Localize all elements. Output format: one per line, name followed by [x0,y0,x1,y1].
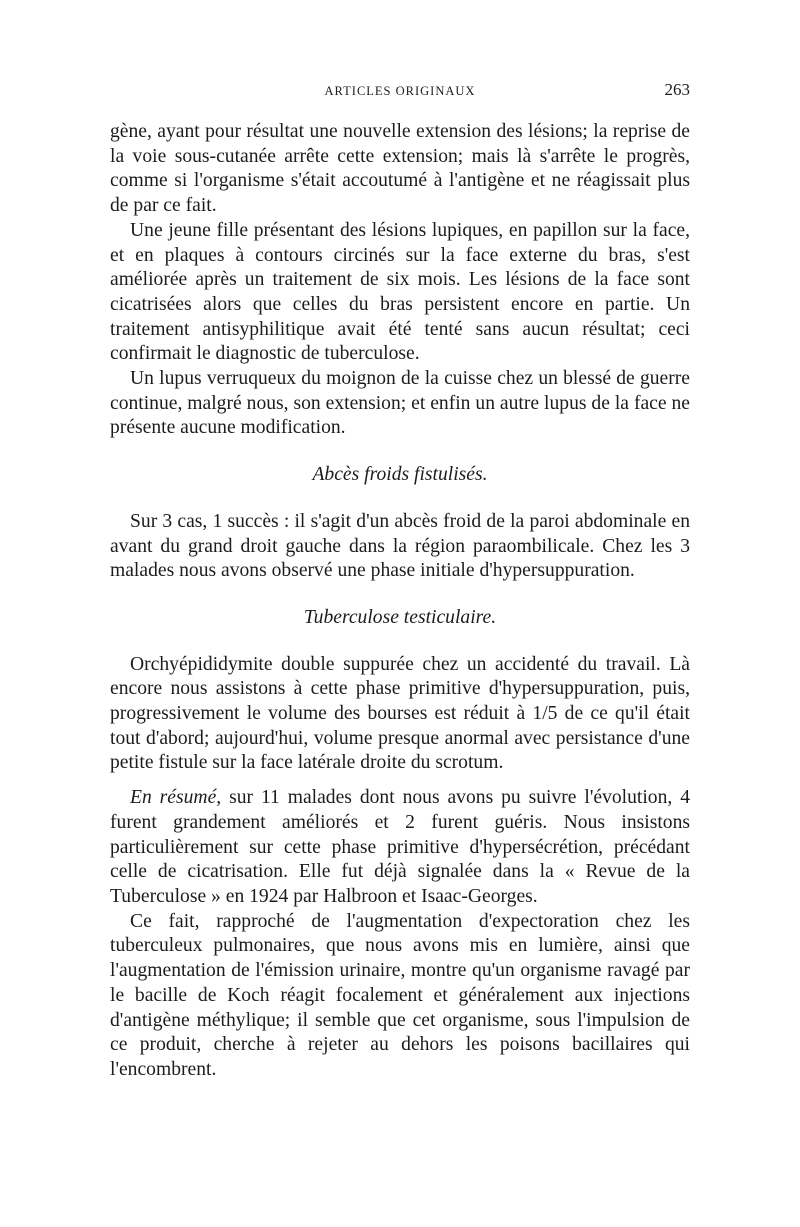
paragraph-7: Ce fait, rapproché de l'augmentation d'expectoration chez les tuberculeux pulmonaires, que nous avons mis en lumière, ainsi que l'augmentation de l'émission urinaire, montre qu'un organisme ravagé par le bacille de Koch réagit focalement et généralement aux injections d'antigène méthylique; il semble que cet organisme, sous l'impulsion de ce produit, cherche à rejeter au dehors les poisons bacillaires qui l'encombrent. [110,910,690,1080]
paragraph-5: Orchyépididymite double suppurée chez un accidenté du travail. Là encore nous assistons à cette phase primitive d'hypersuppuration, puis, progressivement le volume des bourses est réduit à 1/5 de ce qu'il était tout d'abord; aujourd'hui, volume presque anormal avec persistance d'une petite fistule sur la face latérale droite du scrotum. [110,653,690,774]
running-head [110,80,690,104]
page-number: 263 [664,80,690,99]
section-heading-abces: Abcès froids fistulisés. [312,464,488,486]
body-text [110,120,690,1083]
paragraph-4: Sur 3 cas, 1 succès : il s'agit d'un abcès froid de la paroi abdominale en avant du grand droit gauche dans la région paraombilicale. Chez les 3 malades nous avons observé une phase initiale d'hypersuppuration. [110,510,690,582]
paragraph-6-lead: En résumé, [130,787,222,809]
paragraph-2: Une jeune fille présentant des lésions lupiques, en papillon sur la face, et en plaques à contours circinés sur la face externe du bras, s'est améliorée après un traitement de six mois. Les lésions de la face sont cicatrisées alors que celles du bras persistent encore en partie. Un traitement antisyphilitique avait été tenté sans aucun résultat; ceci confirmait le diagnostic de tuberculose. [110,219,690,365]
section-heading-tuberculose: Tuberculose testiculaire. [303,606,497,628]
paragraph-6-rest: sur 11 malades dont nous avons pu suivre l'évolution, 4 furent grandement améliorés et 2 furent guéris. Nous insistons particulièrement sur cette phase primitive d'hypersécrétion, précédant celle de cicatrisation. Elle fut déjà signalée dans la « Revue de la Tuberculose » en 1924 par Halbroon et Isaac-Georges. [110,787,691,907]
paragraph-1: gène, ayant pour résultat une nouvelle extension des lésions; la reprise de la voie sous-cutanée arrête cette extension; mais là s'arrête le progrès, comme si l'organisme s'était accoutumé à l'antigène et ne réagissait plus de par ce fait. [110,121,690,217]
running-title: ARTICLES ORIGINAUX [324,84,476,98]
paragraph-6 [110,786,690,910]
paragraph-3: Un lupus verruqueux du moignon de la cuisse chez un blessé de guerre continue, malgré nous, son extension; et enfin un autre lupus de la face ne présente aucune modification. [110,368,690,439]
